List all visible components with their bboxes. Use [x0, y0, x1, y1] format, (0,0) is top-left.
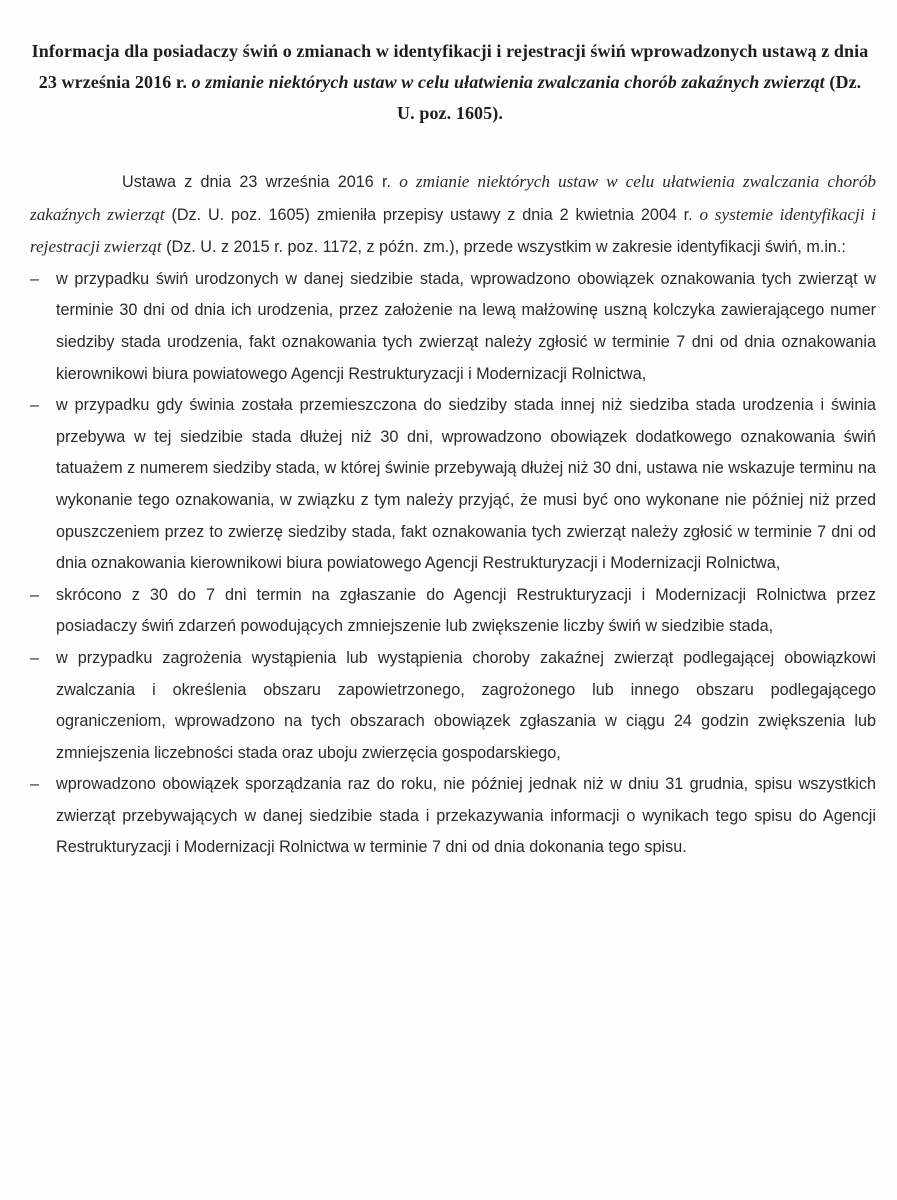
document-title [30, 36, 870, 129]
list-item [30, 264, 876, 390]
changes-list [30, 264, 876, 864]
list-dash: – [30, 585, 40, 604]
list-dash: – [30, 648, 40, 667]
list-dash: – [30, 775, 40, 794]
intro-paragraph [30, 166, 876, 264]
list-item [30, 643, 876, 769]
intro-text-1: Ustawa z dnia 23 września 2016 r. [122, 173, 391, 191]
list-item-text: w przypadku zagrożenia wystąpienia lub wystąpienia choroby zakaźnej zwierząt podlegającej obowiązkowi zwalczania i określenia obszaru zapowietrzonego, zagrożonego lub innego obszaru podlegającego ograniczeniom, wprowadzono na tych obszarach obowiązek zgłaszania w ciągu 24 godzin zwiększenia lub zmniejszenia liczebności stada oraz uboju zwierzęcia gospodarskiego, [56, 648, 876, 762]
list-item-text: w przypadku gdy świnia została przemieszczona do siedziby stada innej niż siedziba stada urodzenia i świnia przebywa w tej siedzibie stada dłużej niż 30 dni, wprowadzono obowiązek dodatkowego oznakowania świń tatuażem z numerem siedziby stada, w której świnie przebywają dłużej niż 30 dni, ustawa nie wskazuje terminu na wykonanie tego oznakowania, w związku z tym należy przyjąć, że musi być ono wykonane nie później niż przed opuszczeniem przez to zwierzę siedziby stada, fakt oznakowania tych zwierząt należy zgłosić w terminie 7 dni od dnia oznakowania kierownikowi biura powiatowego Agencji Restrukturyzacji i Modernizacji Rolnictwa, [56, 396, 876, 573]
list-item [30, 769, 876, 864]
intro-italic-2: o systemie identyfikacji i rejestracji zwierząt [30, 204, 877, 257]
list-item-text: wprowadzono obowiązek sporządzania raz do roku, nie później jednak niż w dniu 31 grudnia, spisu wszystkich zwierząt przebywających w danej siedzibie stada i przekazywania informacji o wynikach tego spisu do Agencji Restrukturyzacji i Modernizacji Rolnictwa w terminie 7 dni od dnia dokonania tego spisu. [56, 775, 876, 857]
title-text: Informacja dla posiadaczy świń o zmianach w identyfikacji i rejestracji świń wprowadzonych ustawą z dnia 23 września 2016 r. [31, 41, 869, 92]
list-dash: – [30, 269, 40, 288]
document-body [30, 166, 876, 864]
title-citation: (Dz. U. poz. 1605). [397, 72, 862, 123]
list-item [30, 390, 876, 580]
list-item-text: skrócono z 30 do 7 dni termin na zgłaszanie do Agencji Restrukturyzacji i Modernizacji Rolnictwa przez posiadaczy świń zdarzeń powodujących zmniejszenie lub zwiększenie liczby świń w siedzibie stada, [56, 585, 876, 636]
intro-text-3: (Dz. U. z 2015 r. poz. 1172, z późn. zm.), przede wszystkim w zakresie identyfikacji świń, m.in.: [166, 238, 846, 257]
title-italic: o zmianie niektórych ustaw w celu ułatwienia zwalczania chorób zakaźnych zwierząt [191, 72, 825, 92]
intro-text-2: (Dz. U. poz. 1605) zmieniła przepisy ustawy z dnia 2 kwietnia 2004 r. [171, 205, 693, 224]
list-item-text: w przypadku świń urodzonych w danej siedzibie stada, wprowadzono obowiązek oznakowania tych zwierząt w terminie 30 dni od dnia ich urodzenia, przez założenie na lewą małżowinę uszną kolczyka zawierającego numer siedziby stada urodzenia, fakt oznakowania tych zwierząt należy zgłosić w terminie 7 dni od dnia oznakowania kierownikowi biura powiatowego Agencji Restrukturyzacji i Modernizacji Rolnictwa, [56, 269, 876, 383]
list-dash: – [30, 396, 40, 415]
list-item [30, 580, 876, 643]
intro-italic-1: o zmianie niektórych ustaw w celu ułatwienia zwalczania chorób zakaźnych zwierząt [30, 172, 877, 224]
